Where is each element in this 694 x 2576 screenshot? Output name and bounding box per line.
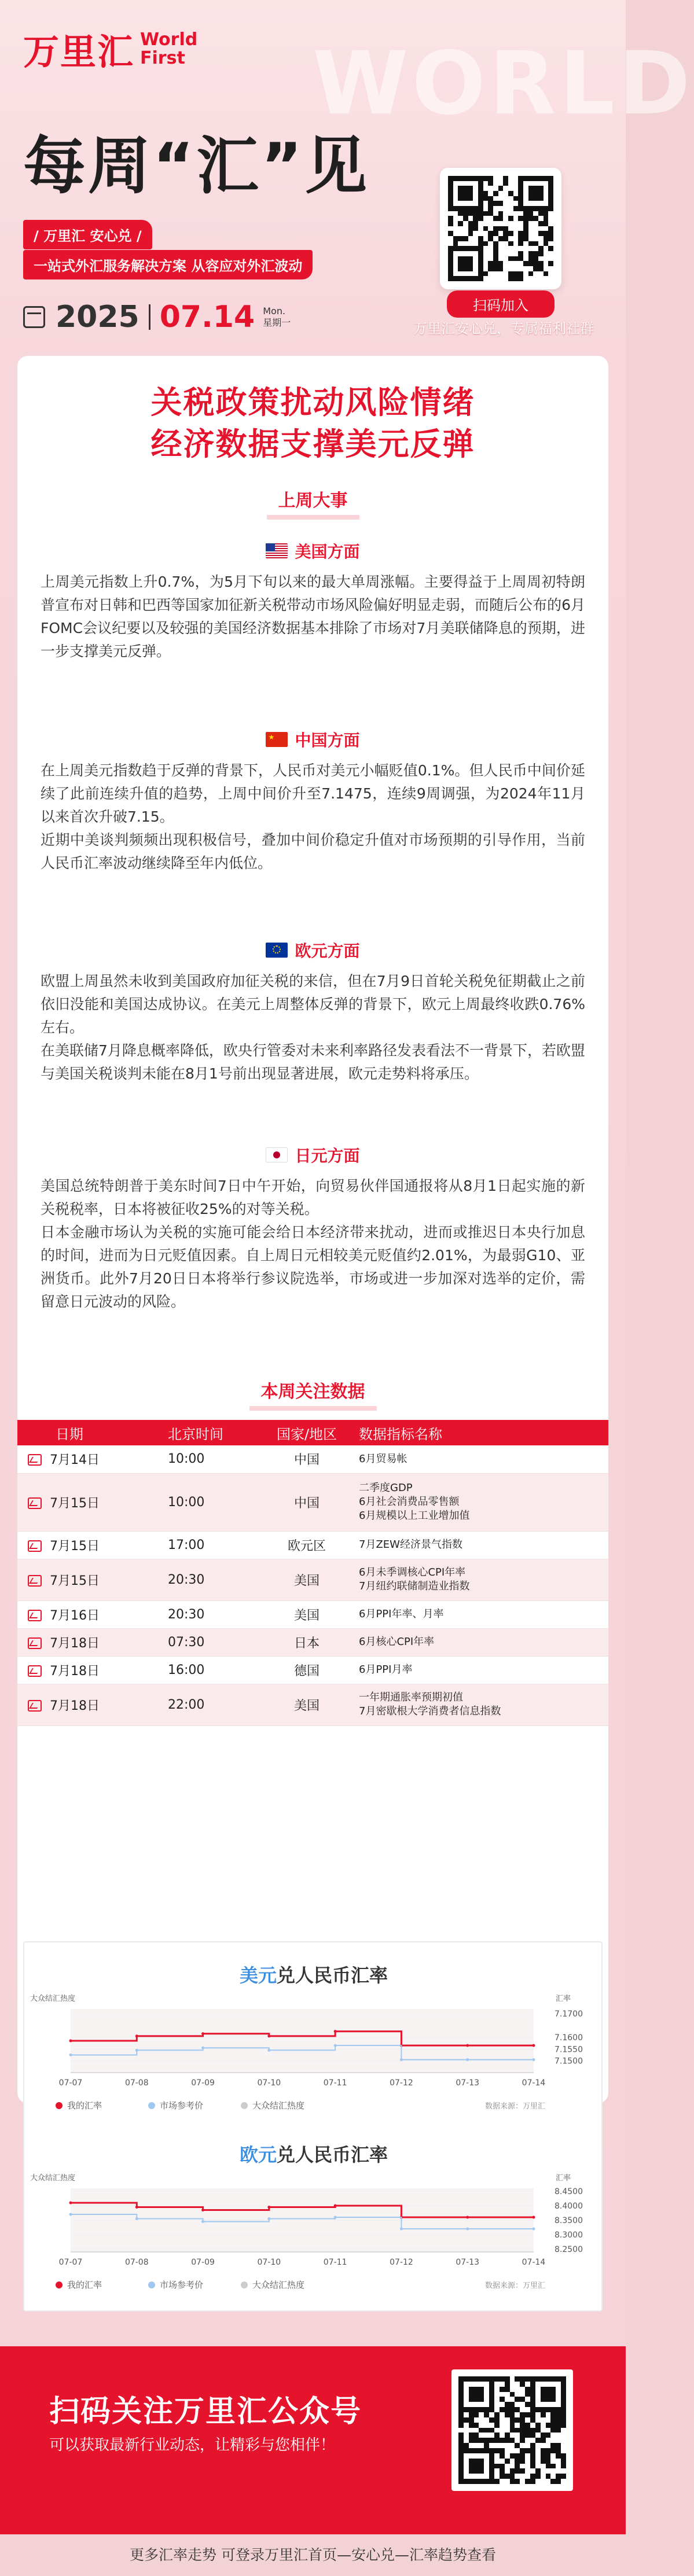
date-text: 7月18日: [50, 1698, 100, 1713]
market-rate-point: [201, 2047, 204, 2049]
table-row: [17, 1559, 608, 1600]
background-watermark-text: WORLD: [313, 34, 694, 134]
footer-subtitle: 可以获取最新行业动态，让精彩与您相伴！: [49, 2437, 336, 2454]
issue-weekday: [263, 306, 291, 329]
indicator-item: 一年期通胀率预期初值: [359, 1691, 463, 1703]
cell-date: [17, 1473, 156, 1531]
brand-name-cn: 万里汇: [23, 31, 135, 73]
page-title: 每周“汇”见: [23, 130, 369, 203]
my-rate-point: [334, 2205, 337, 2207]
legend-marker: [148, 2102, 155, 2109]
subsection-title-text: 日元方面: [295, 1146, 360, 1165]
legend-marker: [241, 2281, 248, 2288]
paragraph: 欧盟上周虽然未收到美国政府加征关税的来信，但在7月9日首轮关税免征期截止之前依旧没能和美国达成协议。在美元上周整体反弹的背景下，欧元上周最终收跌0.76%左右。: [41, 973, 585, 1036]
market-rate-point: [135, 2049, 138, 2052]
market-rate-point: [69, 2054, 72, 2056]
subsection-title-text: 美国方面: [295, 542, 360, 561]
market-rate-point: [533, 2058, 535, 2061]
cell-time: 20:30: [156, 1559, 260, 1600]
section-title-text: 本周关注数据: [249, 1377, 377, 1411]
date-divider: [149, 304, 150, 330]
trend-chart-icon: [28, 1637, 42, 1649]
table-row: [17, 1684, 608, 1725]
trend-chart-icon: [28, 1700, 42, 1712]
japan-flag-icon: [266, 1147, 288, 1162]
cell-indicator: [353, 1600, 608, 1628]
legend-marker: [148, 2281, 155, 2288]
market-rate-point: [334, 2044, 337, 2047]
cell-region: 德国: [260, 1656, 353, 1684]
x-tick-label: 07-09: [191, 2258, 215, 2267]
table-row: [17, 1628, 608, 1656]
subsection-title: [41, 939, 585, 962]
y-tick-label: 8.4500: [555, 2187, 583, 2196]
section-china: [17, 728, 608, 875]
legend-label: 大众结汇热度: [252, 2100, 305, 2111]
chart-title-rest: 兑人民币汇率: [277, 1964, 388, 1986]
community-qr-code[interactable]: [440, 168, 561, 289]
indicator-item: 6月规模以上工业增加值: [359, 1510, 470, 1522]
section-us: [17, 539, 608, 663]
market-rate-point: [267, 2217, 270, 2220]
section-title-text: 上周大事: [267, 486, 359, 520]
cell-region: 中国: [260, 1473, 353, 1531]
footer-note: 更多汇率走势 可登录万里汇首页—安心兑—汇率趋势查看: [0, 2534, 626, 2576]
legend-marker: [56, 2281, 63, 2288]
y-tick-label: 7.1700: [555, 2010, 583, 2019]
indicator-item: 6月社会消费品零售额: [359, 1496, 460, 1508]
data-source: 数据来源：万里汇: [484, 2102, 545, 2111]
x-tick-label: 07-08: [124, 2258, 149, 2267]
date-text: 7月15日: [50, 1539, 100, 1554]
issue-month-day: 07.14: [159, 300, 255, 334]
cell-indicator: [353, 1656, 608, 1684]
my-rate-point: [466, 2216, 469, 2219]
indicator-item: 二季度GDP: [359, 1482, 413, 1494]
cell-time: 07:30: [156, 1628, 260, 1656]
cell-indicator: [353, 1531, 608, 1559]
section-euro: [17, 939, 608, 1085]
table-row: [17, 1473, 608, 1531]
cell-time: 20:30: [156, 1600, 260, 1628]
cell-region: 欧元区: [260, 1531, 353, 1559]
y-tick-label: 7.1500: [555, 2056, 583, 2066]
brand-logo: [23, 23, 197, 75]
trend-chart-icon: [28, 1497, 42, 1509]
x-tick-label: 07-10: [257, 2078, 281, 2088]
paragraph: 在上周美元指数趋于反弹的背景下，人民币对美元小幅贬值0.1%。但人民币中间价延续了此前连续升值的趋势，上周中间价升至7.1475，连续9周调强，为2024年11月以来首次升破7.15。: [41, 762, 585, 825]
my-rate-point: [201, 2032, 204, 2035]
indicator-item: 6月未季调核心CPI年率: [359, 1566, 466, 1578]
y-tick-label: 8.3500: [555, 2216, 583, 2225]
chart-title-rest: 兑人民币汇率: [277, 2144, 388, 2166]
cell-region: 日本: [260, 1628, 353, 1656]
rate-axis-label: 汇率: [556, 1994, 571, 2003]
my-rate-point: [466, 2044, 469, 2047]
table-row: [17, 1531, 608, 1559]
chart-title-currency: 欧元: [239, 2144, 277, 2166]
cell-indicator: [353, 1559, 608, 1600]
rate-charts: [24, 1942, 604, 2313]
market-rate-point: [466, 2058, 469, 2061]
market-rate-point: [400, 2058, 403, 2061]
subsection-title-text: 中国方面: [295, 731, 360, 750]
date-text: 7月15日: [50, 1496, 100, 1511]
headline-line1: 关税政策扰动风险情绪: [150, 384, 475, 421]
paragraph: 美国总统特朗普于美东时间7日中午开始，向贸易伙伴国通报将从8月1日起实施的新关税税率，日本将被征收25%的对等关税。: [41, 1177, 585, 1217]
x-tick-label: 07-13: [456, 2078, 480, 2088]
trend-chart-icon: [28, 1575, 42, 1587]
headline: [17, 382, 608, 465]
calendar-table: [17, 1420, 608, 1726]
cell-time: 10:00: [156, 1473, 260, 1531]
subsection-title: [41, 539, 585, 562]
paragraph: 日本金融市场认为关税的实施可能会给日本经济带来扰动，进而或推迟日本央行加息的时间，进而为日元贬值因素。自上周日元相较美元贬值约2.01%，为最弱G10、亚洲货币。此外7月20日日本将举行参议院选举，市场或进一步加深对选举的定价，需留意日元波动的风险。: [41, 1224, 585, 1310]
cell-indicator: [353, 1684, 608, 1725]
chart-title: [240, 2144, 388, 2166]
china-flag-icon: ★: [266, 732, 288, 747]
table-row: [17, 1600, 608, 1628]
y-tick-label: 8.4000: [555, 2202, 583, 2211]
x-tick-label: 07-14: [522, 2258, 546, 2267]
cell-region: 中国: [260, 1445, 353, 1473]
x-tick-label: 07-07: [58, 2258, 83, 2267]
indicator-item: 6月贸易帐: [359, 1452, 407, 1465]
brand-en-line1: World: [140, 29, 198, 50]
table-header-row: [17, 1420, 608, 1445]
market-rate-point: [334, 2216, 337, 2219]
my-rate-point: [201, 2209, 204, 2211]
cell-time: 17:00: [156, 1531, 260, 1559]
my-rate-point: [69, 2202, 72, 2205]
column-header-indicator: 数据指标名称: [353, 1420, 608, 1445]
y-tick-label: 7.1600: [555, 2033, 583, 2043]
qr-code-icon: [458, 2376, 566, 2484]
my-rate-point: [334, 2030, 337, 2033]
x-tick-label: 07-12: [390, 2258, 413, 2267]
my-rate-point: [69, 2040, 72, 2043]
paragraph: 上周美元指数上升0.7%，为5月下旬以来的最大单周涨幅。主要得益于上周周初特朗普宣布对日韩和巴西等国家加征新关税带动市场风险偏好明显走弱，而随后公布的6月FOMC会议纪要以及较强的美国经济数据基本排除了市场对7月美联储降息的预期，进一步支撑美元反弹。: [41, 573, 585, 660]
x-tick-label: 07-14: [522, 2078, 546, 2088]
date-text: 7月18日: [50, 1664, 100, 1679]
trend-chart-icon: [28, 1610, 42, 1621]
paragraph: 在美联储7月降息概率降低，欧央行管委对未来利率路径发表看法不一背景下，若欧盟与美国关税谈判未能在8月1号前出现显著进展，欧元走势料将承压。: [41, 1042, 585, 1082]
cell-region: 美国: [260, 1600, 353, 1628]
service-tag: 一站式外汇服务解决方案 从容应对外汇波动: [23, 250, 313, 279]
trend-chart-icon: [28, 1540, 42, 1552]
indicator-item: 6月核心CPI年率: [359, 1636, 435, 1648]
header: [0, 0, 694, 353]
heat-axis-label: 大众结汇热度: [30, 2174, 76, 2183]
date-text: 7月14日: [50, 1453, 100, 1468]
chart-title-currency: 美元: [239, 1964, 277, 1986]
headline-line2: 经济数据支撑美元反弹: [150, 426, 475, 462]
us-flag-icon: [266, 543, 288, 558]
my-rate-point: [267, 2034, 270, 2037]
y-tick-label: 7.1550: [555, 2045, 583, 2055]
legend-marker: [241, 2102, 248, 2109]
legend-label: 大众结汇热度: [252, 2280, 305, 2290]
subsection-title: [41, 728, 585, 751]
indicator-item: 7月纽约联储制造业指数: [359, 1580, 470, 1592]
my-rate-point: [267, 2206, 270, 2209]
eu-flag-icon: [266, 943, 288, 958]
my-rate-point: [135, 2206, 138, 2209]
y-tick-label: 8.3000: [555, 2231, 583, 2240]
legend-label: 我的汇率: [67, 2280, 102, 2290]
weekday-cn: 星期一: [263, 317, 291, 328]
trend-chart-icon: [28, 1454, 42, 1466]
weekday-en: Mon.: [263, 306, 286, 317]
cell-indicator: [353, 1445, 608, 1473]
cell-date: [17, 1656, 156, 1684]
market-rate-point: [400, 2228, 403, 2231]
rate-axis-label: 汇率: [556, 2174, 571, 2183]
footer-title: 扫码关注万里汇公众号: [49, 2394, 362, 2429]
footer: [0, 2346, 626, 2576]
heat-axis-label: 大众结汇热度: [30, 1994, 76, 2003]
issue-year: 2025: [56, 300, 139, 334]
cell-date: [17, 1628, 156, 1656]
content-card: [17, 356, 608, 2103]
x-tick-label: 07-11: [323, 2258, 347, 2267]
market-rate-point: [69, 2213, 72, 2216]
cell-date: [17, 1531, 156, 1559]
x-tick-label: 07-09: [191, 2078, 215, 2088]
x-tick-label: 07-07: [58, 2078, 83, 2088]
x-tick-label: 07-12: [390, 2078, 413, 2088]
official-account-qr-code[interactable]: [451, 2369, 573, 2491]
paragraph: 近期中美谈判频频出现积极信号，叠加中间价稳定升值对市场预期的引导作用，当前人民币汇率波动继续降至年内低位。: [41, 831, 585, 871]
column-header-time: 北京时间: [156, 1420, 260, 1445]
cell-date: [17, 1684, 156, 1725]
join-group-button[interactable]: 扫码加入: [447, 290, 555, 318]
column-header-region: 国家/地区: [260, 1420, 353, 1445]
section-title-last-week: [17, 486, 608, 520]
table-row: [17, 1656, 608, 1684]
cell-date: [17, 1559, 156, 1600]
date-text: 7月16日: [50, 1608, 100, 1623]
cell-time: 16:00: [156, 1656, 260, 1684]
legend-label: 市场参考价: [160, 2280, 204, 2290]
x-tick-label: 07-13: [456, 2258, 480, 2267]
x-tick-label: 07-10: [257, 2258, 281, 2267]
calendar-icon: [23, 306, 45, 328]
market-rate-point: [533, 2228, 535, 2231]
cell-indicator: [353, 1473, 608, 1531]
market-rate-point: [466, 2228, 469, 2231]
section-japan: [17, 1143, 608, 1313]
x-tick-label: 07-11: [323, 2078, 347, 2088]
slogan-tag: / 万里汇 安心兑 /: [23, 220, 152, 249]
qr-code-icon: [448, 176, 553, 281]
cell-region: 美国: [260, 1559, 353, 1600]
indicator-item: 6月PPI年率、月率: [359, 1608, 444, 1620]
data-source: 数据来源：万里汇: [484, 2281, 545, 2290]
y-tick-label: 8.2500: [555, 2245, 583, 2254]
cell-date: [17, 1445, 156, 1473]
subsection-title: [41, 1143, 585, 1166]
column-header-date: 日期: [17, 1420, 156, 1445]
brand-name-en: [140, 31, 197, 68]
section-title-this-week: [17, 1377, 608, 1411]
market-rate-point: [267, 2049, 270, 2052]
chart-title: [240, 1964, 388, 1986]
market-rate-point: [201, 2220, 204, 2223]
subsection-title-text: 欧元方面: [295, 941, 360, 961]
legend-label: 我的汇率: [67, 2100, 102, 2111]
my-rate-point: [533, 2216, 535, 2219]
my-rate-point: [135, 2034, 138, 2037]
cell-time: 22:00: [156, 1684, 260, 1725]
table-row: [17, 1445, 608, 1473]
my-rate-point: [533, 2044, 535, 2047]
rate-charts-panel: [23, 1941, 603, 2312]
x-tick-label: 07-08: [124, 2078, 149, 2088]
cell-indicator: [353, 1628, 608, 1656]
cell-time: 10:00: [156, 1445, 260, 1473]
date-text: 7月18日: [50, 1636, 100, 1651]
indicator-item: 7月ZEW经济景气指数: [359, 1539, 462, 1551]
cell-date: [17, 1600, 156, 1628]
issue-date: [23, 300, 291, 334]
market-rate-point: [135, 2217, 138, 2220]
legend-marker: [56, 2102, 63, 2109]
indicator-item: 7月密歇根大学消费者信息指数: [359, 1705, 501, 1717]
brand-en-line2: First: [140, 47, 185, 68]
legend-label: 市场参考价: [160, 2100, 204, 2111]
indicator-item: 6月PPI月率: [359, 1664, 413, 1676]
cell-region: 美国: [260, 1684, 353, 1725]
trend-chart-icon: [28, 1665, 42, 1677]
date-text: 7月15日: [50, 1573, 100, 1588]
qr-caption: 万里汇安心兑，专属福利社群: [413, 321, 594, 337]
heat-area: [71, 2009, 534, 2073]
